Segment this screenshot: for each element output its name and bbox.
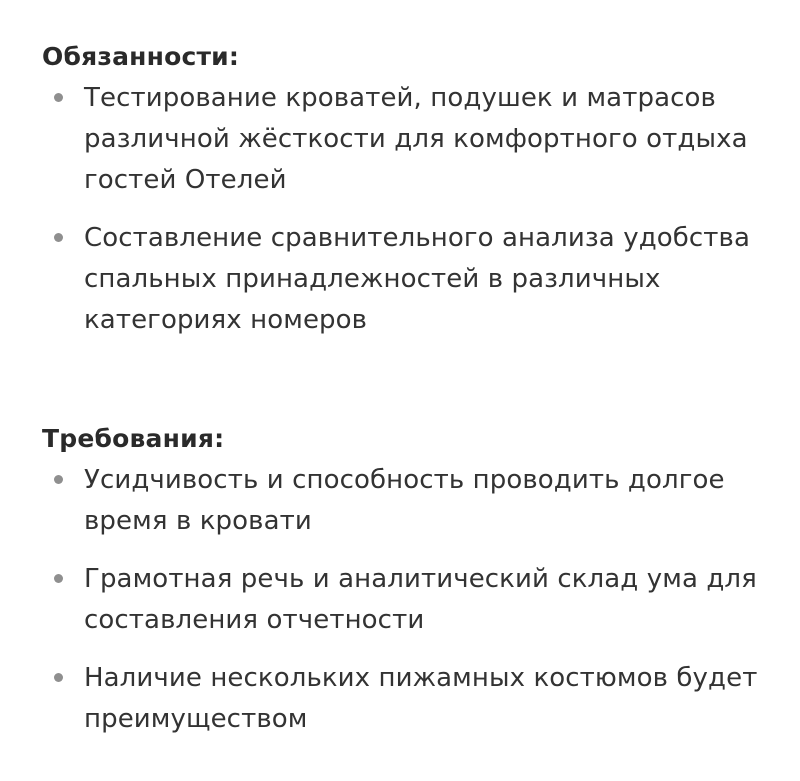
requirements-item-text: Грамотная речь и аналитический склад ума для составления отчетности (84, 564, 757, 635)
bullet-icon (54, 233, 63, 242)
duties-heading: Обязанности: (42, 42, 240, 71)
bullet-icon (54, 574, 63, 583)
requirements-list-item (42, 460, 772, 542)
requirements-section (42, 422, 772, 757)
duties-item-text: Тестирование кроватей, подушек и матрасов различной жёсткости для комфортного отдыха гостей Отелей (84, 83, 748, 195)
bullet-icon (54, 93, 63, 102)
requirements-item-text: Усидчивость и способность проводить долгое время в кровати (84, 465, 725, 536)
bullet-icon (54, 673, 63, 682)
requirements-list-item (42, 658, 772, 740)
bullet-icon (54, 475, 63, 484)
requirements-heading: Требования: (42, 424, 225, 453)
requirements-item-text: Наличие нескольких пижамных костюмов будет преимуществом (84, 663, 758, 734)
duties-item-text: Составление сравнительного анализа удобства спальных принадлежностей в различных категориях номеров (84, 223, 751, 335)
requirements-list-item (42, 559, 772, 641)
duties-list (42, 78, 772, 341)
duties-list-item (42, 218, 772, 341)
duties-section (42, 40, 772, 358)
requirements-list (42, 460, 772, 740)
duties-list-item (42, 78, 772, 201)
